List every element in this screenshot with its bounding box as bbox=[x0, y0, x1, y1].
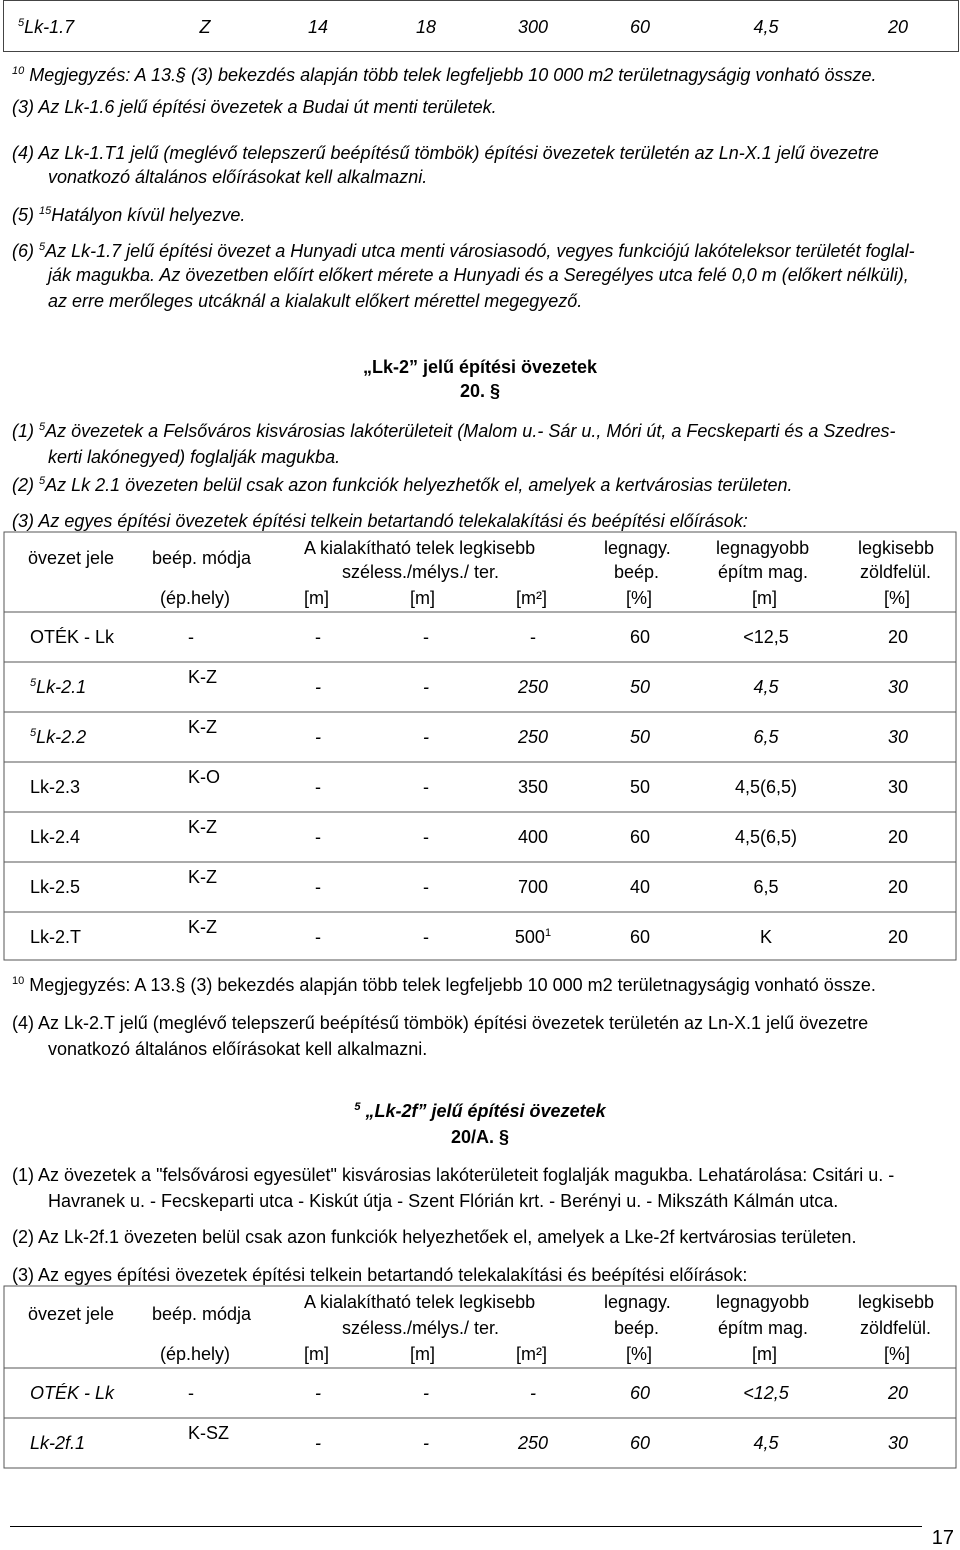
top-row-area: 300 bbox=[517, 17, 549, 37]
t1-row-2-g: 30 bbox=[887, 677, 909, 697]
t1-row-6-mode: K-Z bbox=[188, 867, 217, 887]
t2-row-2-b: 60 bbox=[629, 1433, 651, 1453]
t1-row-3-g: 30 bbox=[887, 727, 909, 747]
t1-row-5-g: 20 bbox=[887, 827, 909, 847]
t1-unit-width: [m] bbox=[304, 588, 329, 608]
t2-col-built-sub: beép. bbox=[614, 1318, 660, 1338]
t2-col-mode: beép. módja bbox=[152, 1304, 252, 1324]
t2-col-height: legnagyobb bbox=[716, 1292, 810, 1312]
t1-row-4-zone: Lk-2.3 bbox=[30, 777, 81, 797]
t2-unit-depth: [m] bbox=[410, 1344, 435, 1364]
t1-col-built: legnagy. bbox=[604, 538, 671, 558]
t2-row-2-zone: Lk-2f.1 bbox=[30, 1433, 86, 1453]
t1-row-1-g: 20 bbox=[887, 627, 909, 647]
t1-row-2-w: - bbox=[315, 677, 321, 697]
t2-row-1-d: - bbox=[423, 1383, 429, 1403]
t1-row-3-b: 50 bbox=[629, 727, 651, 747]
top-row-width: 14 bbox=[307, 17, 329, 37]
t1-row-4-b: 50 bbox=[629, 777, 651, 797]
t1-col-built-sub: beép. bbox=[614, 562, 660, 582]
t1-row-4-h: 4,5(6,5) bbox=[734, 777, 798, 797]
t2-unit-area: [m²] bbox=[516, 1344, 547, 1364]
lk2-para-2: (2) $^5$Az Lk 2.1 övezeten belül csak azon funkciók helyezhetők el, amelyek a kertvárosias területen. bbox=[12, 475, 793, 495]
t1-col-built-unit: [%] bbox=[626, 588, 653, 608]
t1-row-1-d: - bbox=[423, 627, 429, 647]
t1-row-7-d: - bbox=[423, 927, 429, 947]
t1-row-4-d: - bbox=[423, 777, 429, 797]
t1-row-5-h: 4,5(6,5) bbox=[734, 827, 798, 847]
t1-row-6-d: - bbox=[423, 877, 429, 897]
lk2f-para-1: (1) Az övezetek a "felsővárosi egyesület" kisvárosias lakóterületeit foglalják magukba. Lehatárolása: Csitári u. - bbox=[12, 1165, 895, 1185]
t1-unit-depth: [m] bbox=[410, 588, 435, 608]
para-3: (3) Az Lk-1.6 jelű építési övezetek a Budai út menti területek. bbox=[12, 97, 497, 117]
t2-col-built: legnagy. bbox=[604, 1292, 671, 1312]
top-row-depth: 18 bbox=[415, 17, 437, 37]
t2-row-2-d: - bbox=[423, 1433, 429, 1453]
section-number-20a: 20/A. § bbox=[450, 1127, 510, 1147]
t2-col-green-sub: zöldfelül. bbox=[860, 1318, 932, 1338]
t2-row-1-g: 20 bbox=[887, 1383, 909, 1403]
t2-col-lot-sub: széless./mélys./ ter. bbox=[342, 1318, 500, 1338]
t2-unit-width: [m] bbox=[304, 1344, 329, 1364]
top-row-height: 4,5 bbox=[753, 17, 779, 37]
lk2-note-10: $^{10}$ Megjegyzés: A 13.§ (3) bekezdés alapján több telek legfeljebb 10 000 m2 területnagyságig vonható össze. bbox=[12, 975, 876, 995]
t1-col-zone: övezet jele bbox=[28, 548, 115, 568]
lk2-para-4-cont: vonatkozó általános előírásokat kell alkalmazni. bbox=[48, 1039, 428, 1059]
t1-row-1-mode: - bbox=[188, 627, 194, 647]
top-row-green: 20 bbox=[887, 17, 909, 37]
t2-row-2-g: 30 bbox=[887, 1433, 909, 1453]
t1-row-6-a: 700 bbox=[517, 877, 549, 897]
para-4: (4) Az Lk-1.T1 jelű (meglévő telepszerű beépítésű tömbök) építési övezetek területén az Ln-X.1 jelű övezetre bbox=[12, 143, 879, 163]
para-6: (6) $^5$Az Lk-1.7 jelű építési övezet a Hunyadi utca menti városiasodó, vegyes funkciójú lakóteleksor területét foglal- bbox=[12, 241, 915, 261]
t1-row-3-w: - bbox=[315, 727, 321, 747]
t2-row-1-mode: - bbox=[188, 1383, 194, 1403]
t1-row-1-zone: OTÉK - Lk bbox=[30, 627, 115, 647]
t1-row-6-h: 6,5 bbox=[753, 877, 779, 897]
para-6-cont2: az erre merőleges utcáknál a kialakult előkert mérettel megegyező. bbox=[48, 291, 583, 311]
t1-row-7-g: 20 bbox=[887, 927, 909, 947]
t1-row-7-zone: Lk-2.T bbox=[30, 927, 82, 947]
t1-row-7-b: 60 bbox=[629, 927, 651, 947]
t1-row-6-g: 20 bbox=[887, 877, 909, 897]
t1-col-lot-sub: széless./mélys./ ter. bbox=[342, 562, 500, 582]
t1-col-green-sub: zöldfelül. bbox=[860, 562, 932, 582]
lk2-para-1-cont: kerti lakónegyed) foglalják magukba. bbox=[48, 447, 341, 467]
t1-row-1-b: 60 bbox=[629, 627, 651, 647]
lk2f-para-3: (3) Az egyes építési övezetek építési telkein betartandó telekalakítási és beépítési előírások: bbox=[12, 1265, 748, 1285]
t1-row-7-w: - bbox=[315, 927, 321, 947]
top-row-built: 60 bbox=[629, 17, 651, 37]
t2-col-height-sub: építm mag. bbox=[718, 1318, 809, 1338]
t1-row-6-w: - bbox=[315, 877, 321, 897]
t2-col-zone: övezet jele bbox=[28, 1304, 115, 1324]
para-6-cont: ják magukba. Az övezetben előírt előkert mérete a Hunyadi és a Seregélyes utca felé 0,0 m (előkert nélküli), bbox=[48, 265, 909, 285]
t1-row-4-a: 350 bbox=[517, 777, 549, 797]
top-row-mode: Z bbox=[199, 17, 211, 37]
lk2-para-4: (4) Az Lk-2.T jelű (meglévő telepszerű beépítésű tömbök) építési övezetek területén az Ln-X.1 jelű övezetre bbox=[12, 1013, 869, 1033]
lk2f-para-2: (2) Az Lk-2f.1 övezeten belül csak azon funkciók helyezhetőek el, amelyek a Lke-2f kertvárosias területen. bbox=[12, 1227, 857, 1247]
t1-row-2-zone: $^5$Lk-2.1 bbox=[30, 677, 87, 697]
t2-row-1-w: - bbox=[315, 1383, 321, 1403]
t2-row-2-h: 4,5 bbox=[753, 1433, 779, 1453]
t2-col-green-unit: [%] bbox=[884, 1344, 911, 1364]
section-title-lk2: „Lk-2” jelű építési övezetek bbox=[362, 357, 598, 377]
t1-row-4-w: - bbox=[315, 777, 321, 797]
top-row-zone: $^5$Lk-1.7 bbox=[18, 17, 75, 37]
t2-row-2-w: - bbox=[315, 1433, 321, 1453]
t1-row-4-g: 30 bbox=[887, 777, 909, 797]
t1-row-6-b: 40 bbox=[629, 877, 651, 897]
section-title-lk2f: $^5$ „Lk-2f” jelű építési övezetek bbox=[354, 1101, 606, 1121]
t1-col-mode: beép. módja bbox=[152, 548, 252, 568]
t2-row-1-zone: OTÉK - Lk bbox=[30, 1383, 115, 1403]
t1-row-1-h: <12,5 bbox=[743, 627, 789, 647]
t1-row-5-zone: Lk-2.4 bbox=[30, 827, 81, 847]
t1-row-5-w: - bbox=[315, 827, 321, 847]
t2-col-built-unit: [%] bbox=[626, 1344, 653, 1364]
t1-row-5-d: - bbox=[423, 827, 429, 847]
t1-col-green-unit: [%] bbox=[884, 588, 911, 608]
t2-col-green: legkisebb bbox=[858, 1292, 935, 1312]
t1-unit-area: [m²] bbox=[516, 588, 547, 608]
footer-rule bbox=[10, 1526, 922, 1527]
section-number-20: 20. § bbox=[459, 381, 501, 401]
t1-row-5-mode: K-Z bbox=[188, 817, 217, 837]
t1-row-2-mode: K-Z bbox=[188, 667, 217, 687]
para-5: (5) $^{15}$Hatályon kívül helyezve. bbox=[12, 205, 246, 225]
t1-row-4-mode: K-O bbox=[188, 767, 221, 787]
t1-row-3-a: 250 bbox=[517, 727, 549, 747]
t1-row-1-w: - bbox=[315, 627, 321, 647]
t1-col-mode-sub: (ép.hely) bbox=[160, 588, 231, 608]
t1-row-2-b: 50 bbox=[629, 677, 651, 697]
t2-col-height-unit: [m] bbox=[752, 1344, 777, 1364]
t1-row-3-d: - bbox=[423, 727, 429, 747]
t1-row-6-zone: Lk-2.5 bbox=[30, 877, 81, 897]
t1-row-3-zone: $^5$Lk-2.2 bbox=[30, 727, 87, 747]
t1-row-7-mode: K-Z bbox=[188, 917, 217, 937]
t1-row-2-h: 4,5 bbox=[753, 677, 779, 697]
t2-row-1-a: - bbox=[530, 1383, 536, 1403]
t1-row-5-a: 400 bbox=[517, 827, 549, 847]
lk2f-para-1-cont: Havranek u. - Fecskeparti utca - Kiskút útja - Szent Flórián krt. - Berényi u. - Mikszáth Kálmán utca. bbox=[48, 1191, 839, 1211]
t1-row-7-h: K bbox=[759, 927, 773, 947]
t1-col-green: legkisebb bbox=[858, 538, 935, 558]
t2-row-2-a: 250 bbox=[517, 1433, 549, 1453]
t2-row-1-b: 60 bbox=[629, 1383, 651, 1403]
t2-row-1-h: <12,5 bbox=[743, 1383, 789, 1403]
lk2-para-3: (3) Az egyes építési övezetek építési telkein betartandó telekalakítási és beépítési előírások: bbox=[12, 511, 748, 531]
t1-row-7-a: $500^1$ bbox=[514, 927, 552, 947]
note-10: $^{10}$ Megjegyzés: A 13.§ (3) bekezdés alapján több telek legfeljebb 10 000 m2 területnagyságig vonható össze. bbox=[12, 65, 877, 85]
t1-row-2-a: 250 bbox=[517, 677, 549, 697]
lk2-para-1: (1) $^5$Az övezetek a Felsőváros kisvárosias lakóterületeit (Malom u.- Sár u., Móri út, a Fecskeparti és a Szedres- bbox=[12, 421, 896, 441]
t1-col-height: legnagyobb bbox=[716, 538, 810, 558]
t1-row-3-h: 6,5 bbox=[753, 727, 779, 747]
page-number: 17 bbox=[931, 1527, 954, 1549]
t1-col-height-sub: építm mag. bbox=[718, 562, 809, 582]
para-4-cont: vonatkozó általános előírásokat kell alkalmazni. bbox=[48, 167, 428, 187]
t1-row-3-mode: K-Z bbox=[188, 717, 217, 737]
t1-row-1-a: - bbox=[530, 627, 536, 647]
t2-col-mode-sub: (ép.hely) bbox=[160, 1344, 231, 1364]
t2-row-2-mode: K-SZ bbox=[188, 1423, 230, 1443]
t1-col-lot: A kialakítható telek legkisebb bbox=[304, 538, 536, 558]
t2-col-lot: A kialakítható telek legkisebb bbox=[304, 1292, 536, 1312]
t1-row-2-d: - bbox=[423, 677, 429, 697]
t1-col-height-unit: [m] bbox=[752, 588, 777, 608]
t1-row-5-b: 60 bbox=[629, 827, 651, 847]
